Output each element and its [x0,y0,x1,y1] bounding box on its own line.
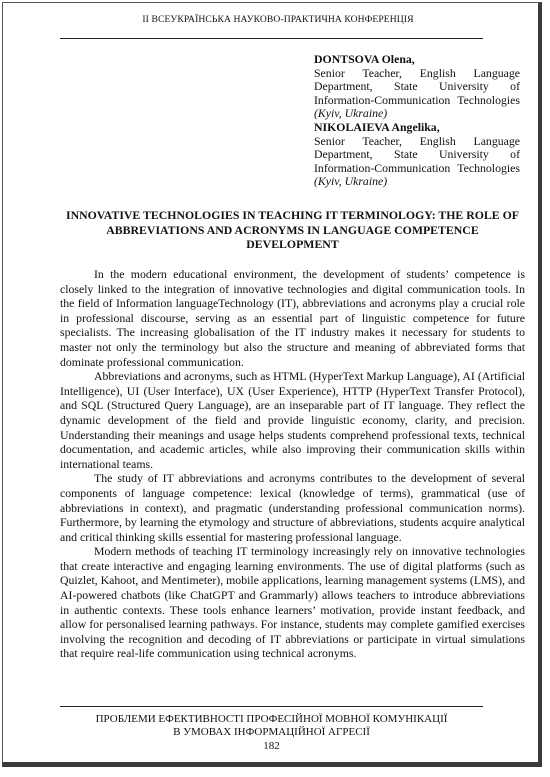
running-header: ІІ ВСЕУКРАЇНСЬКА НАУКОВО-ПРАКТИЧНА КОНФЕРЕНЦІЯ [142,14,414,25]
author-2-name: NIKOLAIEVA Angelika, [314,119,440,134]
footer-line-1: ПРОБЛЕМИ ЕФЕКТИВНОСТІ ПРОФЕСІЙНОЇ МОВНОЇ КОМУНІКАЦІЇ [95,713,448,725]
author-1-city: (Kyiv, Ukraine) [314,106,388,121]
author-2-affiliation-text: Senior Teacher, English Language Department, State University of Information-Communication Technologies [314,133,520,175]
author-1-name: DONTSOVA Olena, [314,52,415,66]
header-divider [60,38,483,39]
body-text [60,267,525,661]
paper-title: INNOVATIVE TECHNOLOGIES IN TEACHING IT TERMINOLOGY: THE ROLE OF ABBREVIATIONS AND ACRONYMS IN LANGUAGE COMPETENCE DEVELOPMENT [66,208,519,251]
running-footer [60,713,483,739]
author-2-city: (Kyiv, Ukraine) [314,174,388,189]
footer-line-2: В УМОВАХ ІНФОРМАЦІЙНОЇ АГРЕСІЇ [173,726,370,738]
page-number: 182 [263,740,280,752]
paragraph-2: Abbreviations and acronyms, such as HTML (HyperText Markup Language), AI (Artificial Intelligence), UI (User Interface), UX (User Experience), HTTP (HyperText Transfer Protocol), and SQL (Structured Query Language), are an inseparable part of IT language. They reflect the dynamic development of the field and provide linguistic economy, clarity, and precision. Understanding their meanings and usage helps students comprehend professional texts, technical documentation, and academic articles, while also improving their communication skills within international teams. [60,369,525,471]
author-1-affiliation [314,67,520,121]
paragraph-1: In the modern educational environment, the development of students’ competence is closely linked to the integration of innovative technologies and digital communication tools. In the field of Information languageTechnology (IT), abbreviations and acronyms play a crucial role in professional discourse, serving as an essential part of linguistic competence for future specialists. The increasing globalisation of the IT industry makes it necessary for students to master not only the terminology but also the structure and meaning of abbreviated forms that dominate professional communication. [60,267,525,369]
author-2 [314,121,520,189]
paragraph-3: The study of IT abbreviations and acronyms contributes to the development of several components of language competence: lexical (knowledge of terms), grammatical (use of abbreviations in context), and pragmatic (understanding professional communication norms). Furthermore, by learning the etymology and structure of abbreviations, students acquire analytical and critical thinking skills essential for mastering professional language. [60,471,525,544]
paragraph-4: Modern methods of teaching IT terminology increasingly rely on innovative technologies that create interactive and engaging learning environments. The use of digital platforms (such as Quizlet, Kahoot, and Mentimeter), mobile applications, learning management systems (LMS), and AI-powered chatbots (like ChatGPT and Grammarly) allows teachers to introduce abbreviations in authentic contexts. These tools enhance learners’ motivation, provide instant feedback, and allow for personalised learning pathways. For instance, students may complete gamified exercises involving the recognition and decoding of IT abbreviations or participate in virtual simulations that require real-life communication using technical acronyms. [60,544,525,661]
author-2-affiliation [314,135,520,189]
author-1-affiliation-text: Senior Teacher, English Language Department, State University of Information-Communication Technologies [314,65,520,107]
footer-divider [60,706,483,707]
author-block [314,53,520,189]
author-1 [314,53,520,121]
